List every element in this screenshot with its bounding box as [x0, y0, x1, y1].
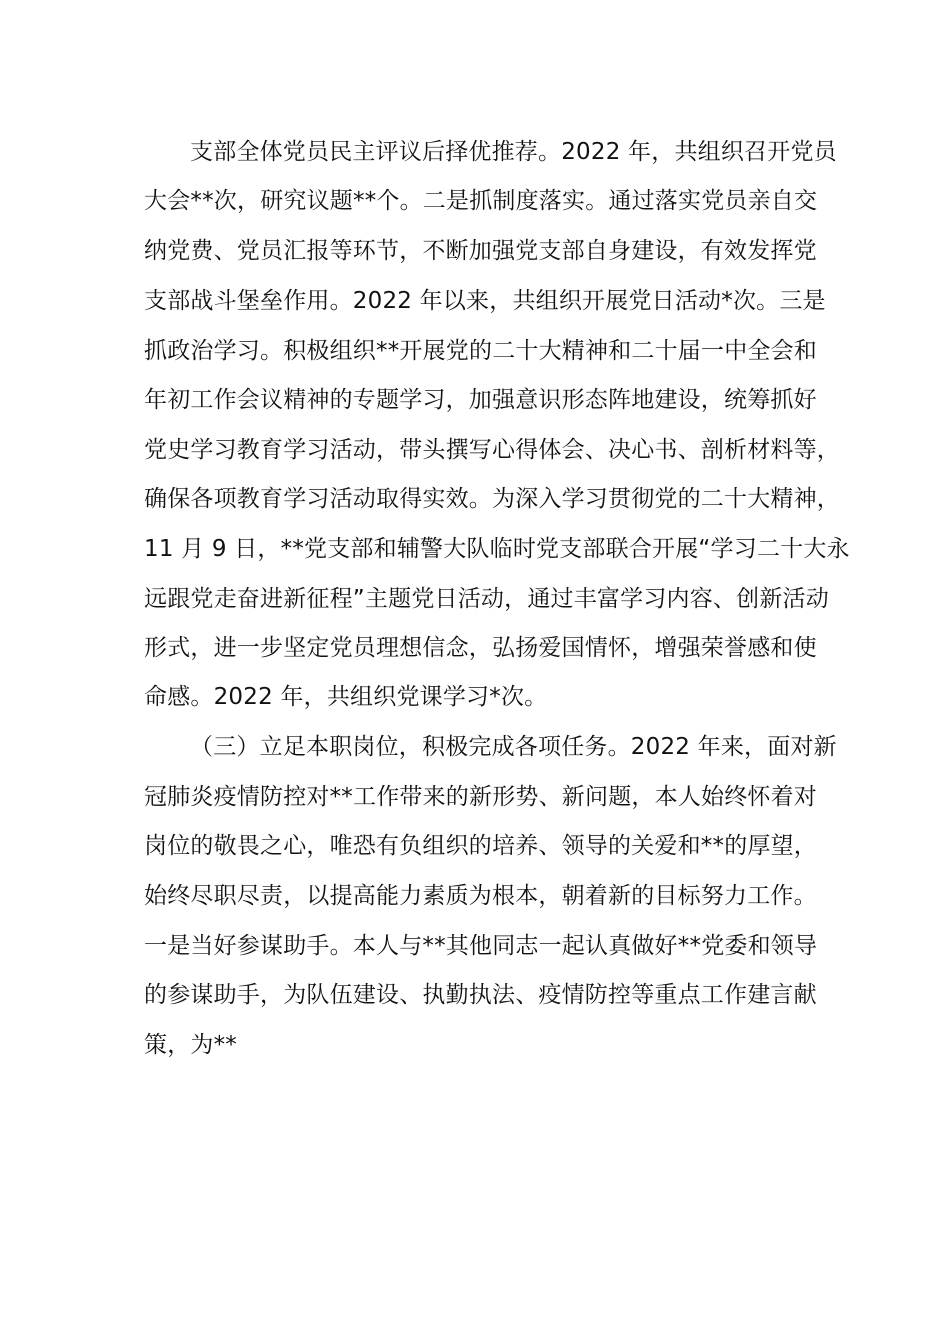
text-line: 11 月 9 日，**党支部和辅警大队临时党支部联合开展“学习二十大永 [144, 536, 850, 562]
text-line: 形式，进一步坚定党员理想信念，弘扬爱国情怀，增强荣誉感和使 [144, 635, 817, 661]
text-line: 抓政治学习。积极组织**开展党的二十大精神和二十届一中全会和 [144, 338, 817, 364]
text-line: 党史学习教育学习活动，带头撰写心得体会、决心书、剖析材料等， [144, 437, 840, 463]
text-line: 始终尽职尽责，以提高能力素质为根本，朝着新的目标努力工作。 [144, 883, 817, 909]
text-line: 支部全体党员民主评议后择优推荐。2022 年，共组织召开党员 [190, 139, 837, 165]
text-line: 支部战斗堡垒作用。2022 年以来，共组织开展党日活动*次。三是 [144, 288, 826, 314]
text-line: 远跟党走奋进新征程”主题党日活动，通过丰富学习内容、创新活动 [144, 586, 829, 612]
text-line: 的参谋助手，为队伍建设、执勤执法、疫情防控等重点工作建言献 [144, 982, 817, 1008]
text-line: 一是当好参谋助手。本人与**其他同志一起认真做好**党委和领导 [144, 933, 818, 959]
text-line: 命感。2022 年，共组织党课学习*次。 [144, 684, 548, 710]
text-line: 年初工作会议精神的专题学习，加强意识形态阵地建设，统筹抓好 [144, 387, 817, 413]
text-line: （三）立足本职岗位，积极完成各项任务。2022 年来，面对新 [190, 734, 837, 760]
text-line: 确保各项教育学习活动取得实效。为深入学习贯彻党的二十大精神， [144, 486, 840, 512]
text-line: 策，为** [144, 1032, 237, 1058]
text-line: 岗位的敬畏之心，唯恐有负组织的培养、领导的关爱和**的厚望， [144, 833, 817, 859]
text-line: 大会**次，研究议题**个。二是抓制度落实。通过落实党员亲自交 [144, 188, 818, 214]
text-line: 冠肺炎疫情防控对**工作带来的新形势、新问题，本人始终怀着对 [144, 784, 817, 810]
text-line: 纳党费、党员汇报等环节，不断加强党支部自身建设，有效发挥党 [144, 238, 817, 264]
